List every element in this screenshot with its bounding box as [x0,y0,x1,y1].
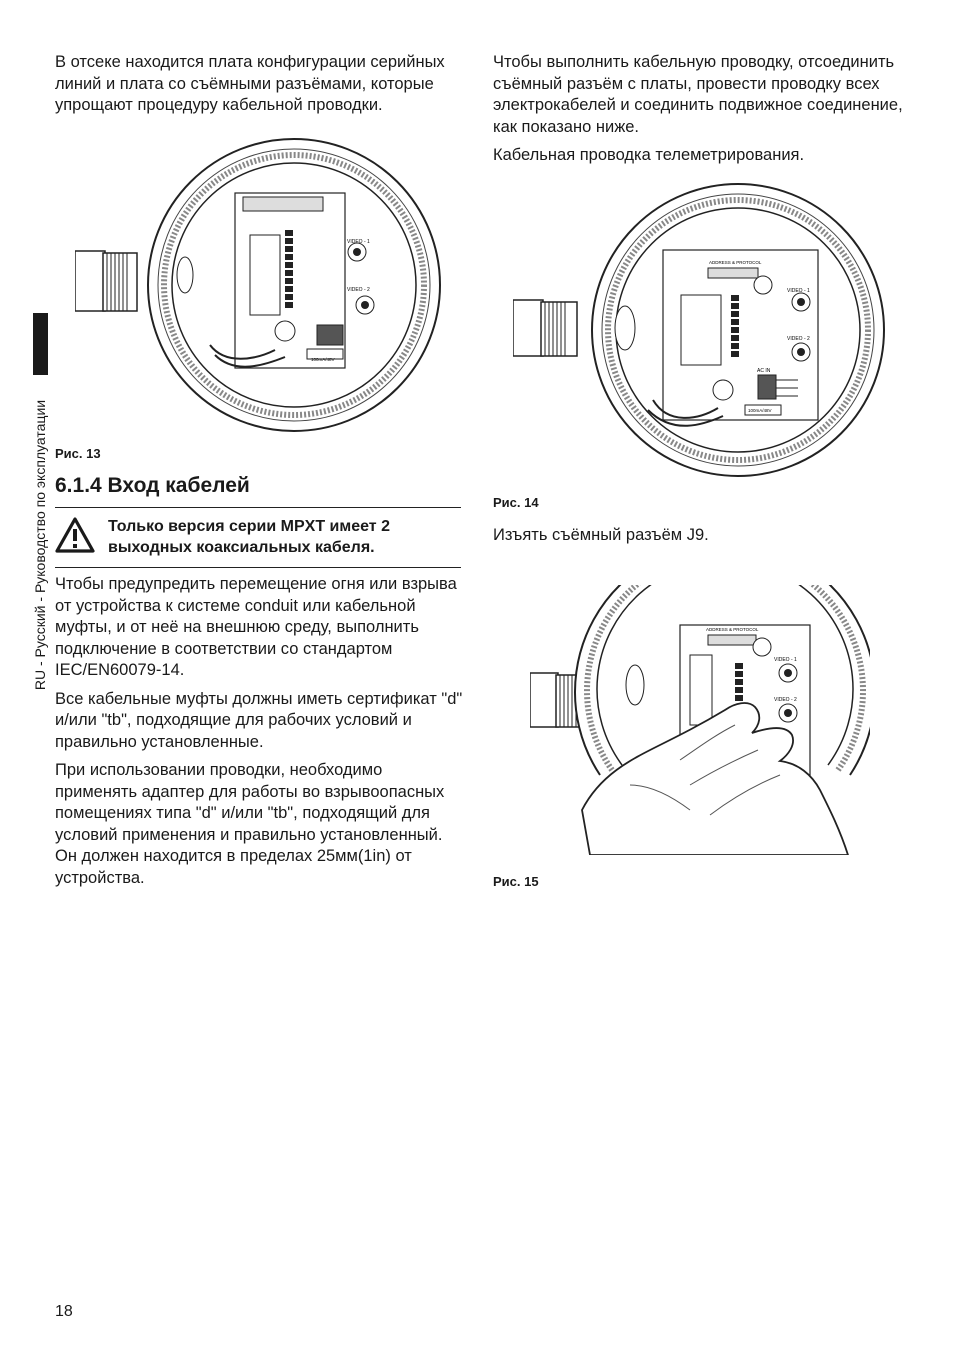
fig15-address-label: ADDRESS & PROTOCOL [706,627,759,632]
fig15-video2-label: VIDEO - 2 [774,697,797,703]
left-intro-text: В отсеке находится плата конфигурации серийных линий и плата со съёмными разъёмами, которые упрощают процедуру кабельной проводки. [55,53,445,114]
fig13-voltage-label: 100mA/48V [311,357,335,362]
fig14-address-label: ADDRESS & PROTOCOL [709,260,762,265]
paragraph-fire-protection: Чтобы предупредить перемещение огня или взрыва от устройства к системе conduit или кабельной муфты, и от неё на внешнюю среду, выполнить подключение в соответствии со стандартом IEC/EN60079-14. [55,575,457,679]
right-intro-text: Чтобы выполнить кабельную проводку, отсоединить съёмный разъём с платы, провести проводку всех электрокабелей и соединить подвижное соединение, как показано ниже. [493,53,903,136]
right-intro [493,52,903,167]
page-number: 18 [55,1303,73,1320]
left-paragraphs [55,574,465,889]
figure-13-caption: Рис. 13 [55,446,101,461]
left-intro [55,52,465,117]
paragraph-cable-glands: Все кабельные муфты должны иметь сертификат "d" и/или "tb", подходящие для рабочих условий и правильно установленные. [55,689,463,751]
telemetry-text: Кабельная проводка телеметрирования. [493,146,805,164]
figure-15-hand-removing-connector [530,585,870,855]
warning-box [55,507,461,568]
fig13-video1-label: VIDEO - 1 [347,239,370,245]
figure-14-caption: Рис. 14 [493,495,539,510]
figure-15-caption: Рис. 15 [493,874,539,889]
fig14-acin-label: AC IN [757,368,771,374]
remove-j9-text: Изъять съёмный разъём J9. [493,526,709,544]
sidebar-manual-title: RU - Русский - Руководство по эксплуатации [32,399,48,691]
warning-text: Только версия серии MPXT имеет 2 выходных коаксиальных кабеля. [108,518,390,556]
fig15-video1-label: VIDEO - 1 [774,657,797,663]
fig14-video1-label: VIDEO - 1 [787,288,810,294]
figure-13-enclosure [75,135,455,440]
fig13-video2-label: VIDEO - 2 [347,287,370,293]
fig14-video2-label: VIDEO - 2 [787,336,810,342]
section-tab-marker [33,313,48,375]
remove-j9-block [493,525,903,547]
fig14-voltage-label: 100mA/48V [748,408,772,413]
paragraph-adapter: При использовании проводки, необходимо применять адаптер для работы во взрывоопасных помещениях типа "d" и/или "tb", подходящий для условий применения и правильно установленный. Он должен находится в пределах 25мм(1in) от устройства. [55,761,445,887]
section-heading: 6.1.4 Вход кабелей [55,474,250,497]
figure-14-enclosure [513,180,893,480]
warning-icon [55,517,95,553]
